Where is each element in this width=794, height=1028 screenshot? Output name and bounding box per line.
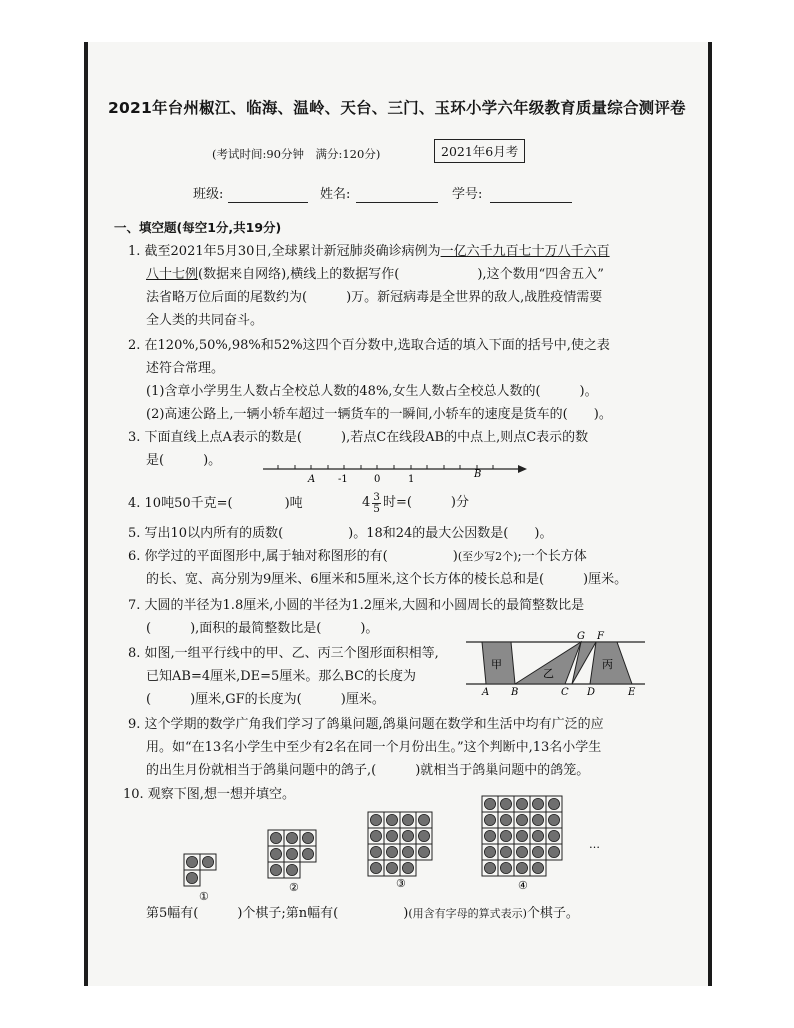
- number-line: [255, 456, 535, 486]
- q3-line1: 3. 下面直线上点A表示的数是( ),若点C在线段AB的中点上,则点C表示的数: [128, 430, 589, 445]
- chess-piece: [500, 814, 511, 825]
- q2-line2: 述符合常理。: [146, 361, 225, 376]
- fig-label-c: C: [561, 687, 569, 698]
- date-box: 2021年6月考: [434, 139, 525, 163]
- pattern-3: [368, 812, 432, 876]
- q6-line2: 的长、宽、高分别为9厘米、6厘米和5厘米,这个长方体的棱长总和是( )厘米。: [146, 572, 628, 587]
- pattern-1: [184, 854, 216, 886]
- nl-label-b: B: [474, 469, 482, 480]
- chess-piece: [484, 862, 495, 873]
- chess-piece: [402, 814, 413, 825]
- chess-piece: [186, 856, 197, 867]
- chess-piece: [270, 832, 281, 843]
- q4-part-a: 4. 10吨50千克=( )吨: [128, 496, 303, 511]
- section-heading: 一、填空题(每空1分,共19分): [114, 220, 282, 235]
- name-label: 姓名:: [320, 187, 351, 202]
- chess-piece: [532, 798, 543, 809]
- nl-label-1: 1: [408, 474, 415, 485]
- chess-piece: [202, 856, 213, 867]
- chess-piece: [418, 846, 429, 857]
- q2-sub1: (1)含章小学男生人数占全校总人数的48%,女生人数占全校总人数的( )。: [146, 384, 598, 399]
- pattern-2: [268, 830, 316, 878]
- exam-title: 2021年台州椒江、临海、温岭、天台、三门、玉环小学六年级教育质量综合测评卷: [108, 99, 686, 117]
- chess-piece: [516, 814, 527, 825]
- fig-label-e: E: [628, 687, 636, 698]
- q8-figure: [460, 628, 650, 698]
- q9-line3: 的出生月份就相当于鸽巢问题中的鸽子,( )就相当于鸽巢问题中的鸽笼。: [146, 763, 590, 778]
- chess-piece: [516, 830, 527, 841]
- pattern-4: [482, 796, 562, 876]
- chess-piece: [402, 862, 413, 873]
- q4-num: 3: [373, 490, 380, 503]
- chess-piece: [532, 830, 543, 841]
- q8-line1: 8. 如图,一组平行线中的甲、乙、丙三个图形面积相等,: [128, 646, 439, 661]
- fig-num-4: ④: [518, 879, 528, 892]
- student-no-label: 学号:: [452, 187, 483, 202]
- q7-line2: ( ),面积的最简整数比是( )。: [146, 621, 379, 636]
- fig-label-f: F: [597, 631, 604, 642]
- exam-info: (考试时间:90分钟 满分:120分): [212, 147, 381, 161]
- chess-piece: [500, 830, 511, 841]
- chess-piece: [402, 830, 413, 841]
- q9-line1: 9. 这个学期的数学广角我们学习了鸽巢问题,鸽巢问题在数学和生活中均有广泛的应: [128, 717, 604, 732]
- chess-piece: [286, 832, 297, 843]
- chess-piece: [386, 846, 397, 857]
- fig-label-a: A: [482, 687, 490, 698]
- chess-piece: [370, 830, 381, 841]
- chess-piece: [418, 814, 429, 825]
- q3-line2: 是( )。: [146, 453, 222, 468]
- q8-line3: ( )厘米,GF的长度为( )厘米。: [146, 692, 385, 707]
- chess-piece: [500, 798, 511, 809]
- class-label: 班级:: [193, 187, 224, 202]
- q6-line1: 6. 你学过的平面图形中,属于轴对称图形的有( )(至少写2个);一个长方体: [128, 549, 587, 564]
- chess-piece: [484, 830, 495, 841]
- fig-num-1: ①: [199, 890, 209, 902]
- chess-piece: [532, 862, 543, 873]
- q2-line1: 2. 在120%,50%,98%和52%这四个百分数中,选取合适的填入下面的括号中,使之表: [128, 338, 610, 353]
- chess-piece: [386, 830, 397, 841]
- q1-line2: 八十七例(数据来自网络),横线上的数据写作( ),这个数用“四舍五入”: [146, 267, 604, 282]
- chess-piece: [516, 846, 527, 857]
- chess-piece: [500, 862, 511, 873]
- chess-piece: [370, 846, 381, 857]
- chess-piece: [270, 848, 281, 859]
- chess-piece: [548, 798, 559, 809]
- chess-piece: [286, 864, 297, 875]
- class-field[interactable]: [228, 186, 308, 203]
- q4-part-b: [362, 488, 469, 518]
- q1-line3: 法省略万位后面的尾数约为( )万。新冠病毒是全世界的敌人,战胜疫情需要: [146, 290, 603, 305]
- q7-line1: 7. 大圆的半径为1.8厘米,小圆的半径为1.2厘米,大圆和小圆周长的最简整数比是: [128, 598, 585, 613]
- chess-piece: [286, 848, 297, 859]
- q8-line2: 已知AB=4厘米,DE=5厘米。那么BC的长度为: [146, 669, 417, 684]
- chess-piece: [548, 814, 559, 825]
- q4-den: 5: [373, 502, 380, 515]
- nl-label-neg1: -1: [338, 474, 348, 485]
- chess-piece: [386, 862, 397, 873]
- chess-piece: [418, 830, 429, 841]
- chess-piece: [500, 846, 511, 857]
- fig-num-2: ②: [289, 881, 299, 894]
- chess-piece: [302, 832, 313, 843]
- chess-piece: [186, 872, 197, 883]
- q1-line1: 1. 截至2021年5月30日,全球累计新冠肺炎确诊病例为一亿六千九百七十万八千六百: [128, 244, 610, 259]
- chess-piece: [270, 864, 281, 875]
- chess-piece: [370, 814, 381, 825]
- chess-piece: [516, 798, 527, 809]
- q4-whole: 4: [362, 495, 371, 510]
- name-field[interactable]: [356, 186, 438, 203]
- fig-label-g: G: [577, 631, 585, 642]
- fig-num-3: ③: [396, 877, 406, 890]
- chess-piece: [548, 846, 559, 857]
- chess-piece: [532, 814, 543, 825]
- pattern-ellipsis: …: [589, 838, 600, 851]
- chess-piece: [532, 846, 543, 857]
- fig-label-yi: 乙: [543, 667, 554, 680]
- nl-label-0: 0: [374, 474, 381, 485]
- q10-answer-line: 第5幅有( )个棋子;第n幅有( )(用含有字母的算式表示)个棋子。: [146, 906, 579, 921]
- chess-piece: [516, 862, 527, 873]
- nl-label-a: A: [308, 474, 316, 485]
- q10-line1: 10. 观察下图,想一想并填空。: [123, 787, 295, 802]
- chess-piece: [484, 814, 495, 825]
- chess-piece: [484, 846, 495, 857]
- chess-piece: [386, 814, 397, 825]
- q4-fraction: [372, 492, 381, 515]
- q5-line1: 5. 写出10以内所有的质数( )。18和24的最大公因数是( )。: [128, 526, 553, 541]
- q2-sub2: (2)高速公路上,一辆小轿车超过一辆货车的一瞬间,小轿车的速度是货车的( )。: [146, 407, 612, 422]
- chess-piece: [484, 798, 495, 809]
- student-no-field[interactable]: [490, 186, 572, 203]
- chess-piece: [302, 848, 313, 859]
- chess-piece: [548, 830, 559, 841]
- fig-label-b: B: [511, 687, 519, 698]
- chess-piece: [402, 846, 413, 857]
- q9-line2: 用。如“在13名小学生中至少有2名在同一个月份出生。”这个判断中,13名小学生: [146, 740, 602, 755]
- q1-line4: 全人类的共同奋斗。: [146, 313, 264, 328]
- fig-label-jia: 甲: [491, 658, 502, 671]
- pattern-figure: [180, 790, 620, 902]
- fig-label-d: D: [587, 687, 596, 698]
- chess-piece: [370, 862, 381, 873]
- q4-tail: 时=( )分: [382, 495, 470, 510]
- fig-label-bing: 丙: [602, 658, 613, 671]
